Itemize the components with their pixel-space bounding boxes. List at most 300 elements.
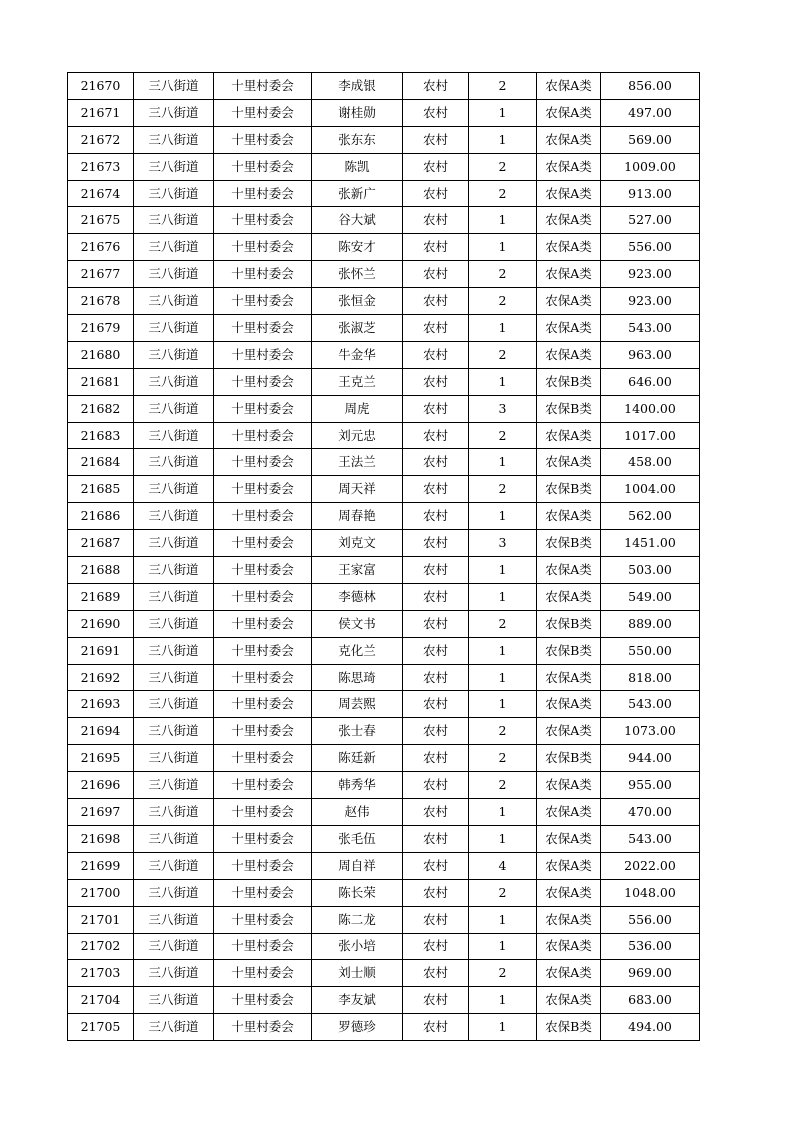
village-committee-cell: 十里村委会 [214, 288, 312, 315]
insurance-category-cell: 农保A类 [537, 960, 601, 987]
record-id-cell: 21700 [68, 879, 134, 906]
subdistrict-cell: 三八街道 [134, 449, 214, 476]
person-name-cell: 刘元忠 [312, 422, 403, 449]
table-row [68, 99, 700, 126]
insurance-category-cell: 农保B类 [537, 745, 601, 772]
subdistrict-cell: 三八街道 [134, 879, 214, 906]
amount-cell: 944.00 [601, 745, 700, 772]
insurance-category-cell: 农保A类 [537, 583, 601, 610]
person-name-cell: 李德林 [312, 583, 403, 610]
insurance-category-cell: 农保A类 [537, 772, 601, 799]
record-id-cell: 21692 [68, 664, 134, 691]
household-count-cell: 1 [469, 207, 537, 234]
person-name-cell: 陈二龙 [312, 906, 403, 933]
area-type-cell: 农村 [403, 879, 469, 906]
subdistrict-cell: 三八街道 [134, 395, 214, 422]
amount-cell: 543.00 [601, 825, 700, 852]
table-row [68, 449, 700, 476]
record-id-cell: 21685 [68, 476, 134, 503]
record-id-cell: 21691 [68, 637, 134, 664]
amount-cell: 556.00 [601, 234, 700, 261]
area-type-cell: 农村 [403, 180, 469, 207]
record-id-cell: 21677 [68, 261, 134, 288]
person-name-cell: 谷大斌 [312, 207, 403, 234]
subdistrict-cell: 三八街道 [134, 1014, 214, 1041]
area-type-cell: 农村 [403, 772, 469, 799]
record-id-cell: 21697 [68, 799, 134, 826]
table-row [68, 476, 700, 503]
village-committee-cell: 十里村委会 [214, 234, 312, 261]
table-row [68, 126, 700, 153]
record-id-cell: 21703 [68, 960, 134, 987]
village-committee-cell: 十里村委会 [214, 180, 312, 207]
person-name-cell: 周天祥 [312, 476, 403, 503]
person-name-cell: 王家富 [312, 557, 403, 584]
subdistrict-cell: 三八街道 [134, 960, 214, 987]
amount-cell: 923.00 [601, 288, 700, 315]
table-row [68, 960, 700, 987]
household-count-cell: 2 [469, 288, 537, 315]
village-committee-cell: 十里村委会 [214, 557, 312, 584]
record-id-cell: 21681 [68, 368, 134, 395]
household-count-cell: 1 [469, 583, 537, 610]
amount-cell: 2022.00 [601, 852, 700, 879]
village-committee-cell: 十里村委会 [214, 1014, 312, 1041]
household-count-cell: 2 [469, 422, 537, 449]
record-id-cell: 21690 [68, 610, 134, 637]
record-id-cell: 21689 [68, 583, 134, 610]
household-count-cell: 2 [469, 772, 537, 799]
person-name-cell: 陈安才 [312, 234, 403, 261]
household-count-cell: 1 [469, 126, 537, 153]
household-count-cell: 2 [469, 153, 537, 180]
record-id-cell: 21695 [68, 745, 134, 772]
subdistrict-cell: 三八街道 [134, 745, 214, 772]
area-type-cell: 农村 [403, 825, 469, 852]
area-type-cell: 农村 [403, 449, 469, 476]
subdistrict-cell: 三八街道 [134, 261, 214, 288]
person-name-cell: 张淑芝 [312, 315, 403, 342]
record-id-cell: 21672 [68, 126, 134, 153]
area-type-cell: 农村 [403, 530, 469, 557]
table-row [68, 1014, 700, 1041]
table-row [68, 207, 700, 234]
insurance-category-cell: 农保A类 [537, 449, 601, 476]
person-name-cell: 刘克文 [312, 530, 403, 557]
subdistrict-cell: 三八街道 [134, 180, 214, 207]
village-committee-cell: 十里村委会 [214, 261, 312, 288]
person-name-cell: 牛金华 [312, 341, 403, 368]
area-type-cell: 农村 [403, 691, 469, 718]
subdistrict-cell: 三八街道 [134, 987, 214, 1014]
area-type-cell: 农村 [403, 368, 469, 395]
village-committee-cell: 十里村委会 [214, 852, 312, 879]
subdistrict-cell: 三八街道 [134, 530, 214, 557]
table-row [68, 879, 700, 906]
area-type-cell: 农村 [403, 745, 469, 772]
record-id-cell: 21673 [68, 153, 134, 180]
amount-cell: 646.00 [601, 368, 700, 395]
area-type-cell: 农村 [403, 476, 469, 503]
data-table [67, 72, 700, 1041]
table-row [68, 153, 700, 180]
record-id-cell: 21671 [68, 99, 134, 126]
record-id-cell: 21704 [68, 987, 134, 1014]
table-row [68, 772, 700, 799]
subdistrict-cell: 三八街道 [134, 288, 214, 315]
record-id-cell: 21688 [68, 557, 134, 584]
amount-cell: 527.00 [601, 207, 700, 234]
village-committee-cell: 十里村委会 [214, 772, 312, 799]
amount-cell: 543.00 [601, 691, 700, 718]
household-count-cell: 2 [469, 879, 537, 906]
table-row [68, 852, 700, 879]
subdistrict-cell: 三八街道 [134, 422, 214, 449]
record-id-cell: 21694 [68, 718, 134, 745]
amount-cell: 1400.00 [601, 395, 700, 422]
subdistrict-cell: 三八街道 [134, 718, 214, 745]
area-type-cell: 农村 [403, 126, 469, 153]
subdistrict-cell: 三八街道 [134, 906, 214, 933]
subdistrict-cell: 三八街道 [134, 610, 214, 637]
insurance-category-cell: 农保A类 [537, 718, 601, 745]
table-row [68, 530, 700, 557]
amount-cell: 569.00 [601, 126, 700, 153]
insurance-category-cell: 农保B类 [537, 368, 601, 395]
subdistrict-cell: 三八街道 [134, 772, 214, 799]
insurance-category-cell: 农保A类 [537, 664, 601, 691]
person-name-cell: 谢桂勋 [312, 99, 403, 126]
record-id-cell: 21674 [68, 180, 134, 207]
village-committee-cell: 十里村委会 [214, 395, 312, 422]
record-id-cell: 21698 [68, 825, 134, 852]
person-name-cell: 李友斌 [312, 987, 403, 1014]
insurance-category-cell: 农保A类 [537, 180, 601, 207]
person-name-cell: 侯文书 [312, 610, 403, 637]
household-count-cell: 1 [469, 503, 537, 530]
insurance-category-cell: 农保A类 [537, 503, 601, 530]
insurance-category-cell: 农保A类 [537, 422, 601, 449]
record-id-cell: 21693 [68, 691, 134, 718]
person-name-cell: 张小培 [312, 933, 403, 960]
person-name-cell: 周虎 [312, 395, 403, 422]
subdistrict-cell: 三八街道 [134, 368, 214, 395]
subdistrict-cell: 三八街道 [134, 234, 214, 261]
area-type-cell: 农村 [403, 503, 469, 530]
area-type-cell: 农村 [403, 906, 469, 933]
person-name-cell: 刘士顺 [312, 960, 403, 987]
insurance-category-cell: 农保A类 [537, 933, 601, 960]
village-committee-cell: 十里村委会 [214, 207, 312, 234]
table-row [68, 503, 700, 530]
subdistrict-cell: 三八街道 [134, 852, 214, 879]
insurance-category-cell: 农保A类 [537, 799, 601, 826]
subdistrict-cell: 三八街道 [134, 825, 214, 852]
person-name-cell: 张毛伍 [312, 825, 403, 852]
person-name-cell: 张东东 [312, 126, 403, 153]
village-committee-cell: 十里村委会 [214, 476, 312, 503]
table-row [68, 825, 700, 852]
village-committee-cell: 十里村委会 [214, 987, 312, 1014]
amount-cell: 856.00 [601, 73, 700, 100]
insurance-category-cell: 农保A类 [537, 153, 601, 180]
area-type-cell: 农村 [403, 99, 469, 126]
person-name-cell: 韩秀华 [312, 772, 403, 799]
household-count-cell: 1 [469, 637, 537, 664]
amount-cell: 1017.00 [601, 422, 700, 449]
insurance-category-cell: 农保A类 [537, 288, 601, 315]
village-committee-cell: 十里村委会 [214, 610, 312, 637]
village-committee-cell: 十里村委会 [214, 99, 312, 126]
amount-cell: 543.00 [601, 315, 700, 342]
area-type-cell: 农村 [403, 583, 469, 610]
table-row [68, 261, 700, 288]
household-count-cell: 1 [469, 99, 537, 126]
household-count-cell: 2 [469, 73, 537, 100]
subdistrict-cell: 三八街道 [134, 99, 214, 126]
insurance-category-cell: 农保B类 [537, 637, 601, 664]
table-row [68, 422, 700, 449]
table-row [68, 583, 700, 610]
area-type-cell: 农村 [403, 395, 469, 422]
person-name-cell: 张恒金 [312, 288, 403, 315]
subdistrict-cell: 三八街道 [134, 637, 214, 664]
person-name-cell: 张新广 [312, 180, 403, 207]
amount-cell: 1073.00 [601, 718, 700, 745]
person-name-cell: 陈思琦 [312, 664, 403, 691]
amount-cell: 913.00 [601, 180, 700, 207]
amount-cell: 503.00 [601, 557, 700, 584]
insurance-category-cell: 农保A类 [537, 234, 601, 261]
record-id-cell: 21676 [68, 234, 134, 261]
household-count-cell: 1 [469, 664, 537, 691]
amount-cell: 1451.00 [601, 530, 700, 557]
household-count-cell: 2 [469, 341, 537, 368]
record-id-cell: 21705 [68, 1014, 134, 1041]
record-id-cell: 21702 [68, 933, 134, 960]
table-row [68, 73, 700, 100]
table-row [68, 180, 700, 207]
table-row [68, 637, 700, 664]
area-type-cell: 农村 [403, 315, 469, 342]
insurance-category-cell: 农保A类 [537, 126, 601, 153]
household-count-cell: 2 [469, 960, 537, 987]
village-committee-cell: 十里村委会 [214, 341, 312, 368]
record-id-cell: 21687 [68, 530, 134, 557]
subdistrict-cell: 三八街道 [134, 476, 214, 503]
amount-cell: 1048.00 [601, 879, 700, 906]
household-count-cell: 1 [469, 933, 537, 960]
village-committee-cell: 十里村委会 [214, 368, 312, 395]
village-committee-cell: 十里村委会 [214, 799, 312, 826]
insurance-category-cell: 农保A类 [537, 852, 601, 879]
household-count-cell: 1 [469, 315, 537, 342]
insurance-category-cell: 农保A类 [537, 207, 601, 234]
subdistrict-cell: 三八街道 [134, 341, 214, 368]
record-id-cell: 21683 [68, 422, 134, 449]
area-type-cell: 农村 [403, 288, 469, 315]
area-type-cell: 农村 [403, 718, 469, 745]
record-id-cell: 21680 [68, 341, 134, 368]
area-type-cell: 农村 [403, 341, 469, 368]
amount-cell: 494.00 [601, 1014, 700, 1041]
record-id-cell: 21670 [68, 73, 134, 100]
table-row [68, 745, 700, 772]
village-committee-cell: 十里村委会 [214, 691, 312, 718]
person-name-cell: 王法兰 [312, 449, 403, 476]
insurance-category-cell: 农保A类 [537, 315, 601, 342]
household-count-cell: 1 [469, 234, 537, 261]
amount-cell: 458.00 [601, 449, 700, 476]
amount-cell: 497.00 [601, 99, 700, 126]
insurance-category-cell: 农保A类 [537, 691, 601, 718]
village-committee-cell: 十里村委会 [214, 73, 312, 100]
amount-cell: 470.00 [601, 799, 700, 826]
table-row [68, 933, 700, 960]
household-count-cell: 4 [469, 852, 537, 879]
amount-cell: 818.00 [601, 664, 700, 691]
area-type-cell: 农村 [403, 207, 469, 234]
table-row [68, 799, 700, 826]
amount-cell: 1009.00 [601, 153, 700, 180]
household-count-cell: 1 [469, 449, 537, 476]
insurance-category-cell: 农保A类 [537, 99, 601, 126]
household-count-cell: 2 [469, 476, 537, 503]
area-type-cell: 农村 [403, 153, 469, 180]
subdistrict-cell: 三八街道 [134, 933, 214, 960]
amount-cell: 549.00 [601, 583, 700, 610]
record-id-cell: 21678 [68, 288, 134, 315]
insurance-category-cell: 农保A类 [537, 261, 601, 288]
insurance-category-cell: 农保B类 [537, 476, 601, 503]
person-name-cell: 王克兰 [312, 368, 403, 395]
amount-cell: 1004.00 [601, 476, 700, 503]
table-body [68, 73, 700, 1041]
area-type-cell: 农村 [403, 987, 469, 1014]
subdistrict-cell: 三八街道 [134, 503, 214, 530]
household-count-cell: 2 [469, 261, 537, 288]
village-committee-cell: 十里村委会 [214, 422, 312, 449]
subdistrict-cell: 三八街道 [134, 664, 214, 691]
household-count-cell: 3 [469, 395, 537, 422]
subdistrict-cell: 三八街道 [134, 73, 214, 100]
household-count-cell: 3 [469, 530, 537, 557]
table-row [68, 987, 700, 1014]
area-type-cell: 农村 [403, 933, 469, 960]
person-name-cell: 陈凯 [312, 153, 403, 180]
village-committee-cell: 十里村委会 [214, 583, 312, 610]
table-row [68, 341, 700, 368]
household-count-cell: 2 [469, 745, 537, 772]
person-name-cell: 陈长荣 [312, 879, 403, 906]
record-id-cell: 21701 [68, 906, 134, 933]
household-count-cell: 1 [469, 906, 537, 933]
amount-cell: 969.00 [601, 960, 700, 987]
area-type-cell: 农村 [403, 852, 469, 879]
household-count-cell: 1 [469, 368, 537, 395]
village-committee-cell: 十里村委会 [214, 825, 312, 852]
record-id-cell: 21696 [68, 772, 134, 799]
area-type-cell: 农村 [403, 557, 469, 584]
insurance-category-cell: 农保B类 [537, 395, 601, 422]
subdistrict-cell: 三八街道 [134, 691, 214, 718]
table-row [68, 610, 700, 637]
village-committee-cell: 十里村委会 [214, 718, 312, 745]
village-committee-cell: 十里村委会 [214, 153, 312, 180]
table-row [68, 691, 700, 718]
person-name-cell: 张怀兰 [312, 261, 403, 288]
household-count-cell: 1 [469, 799, 537, 826]
village-committee-cell: 十里村委会 [214, 126, 312, 153]
person-name-cell: 李成银 [312, 73, 403, 100]
amount-cell: 536.00 [601, 933, 700, 960]
village-committee-cell: 十里村委会 [214, 745, 312, 772]
village-committee-cell: 十里村委会 [214, 960, 312, 987]
household-count-cell: 1 [469, 825, 537, 852]
record-id-cell: 21699 [68, 852, 134, 879]
person-name-cell: 陈廷新 [312, 745, 403, 772]
village-committee-cell: 十里村委会 [214, 503, 312, 530]
person-name-cell: 罗德珍 [312, 1014, 403, 1041]
area-type-cell: 农村 [403, 422, 469, 449]
table-row [68, 718, 700, 745]
subdistrict-cell: 三八街道 [134, 557, 214, 584]
amount-cell: 562.00 [601, 503, 700, 530]
village-committee-cell: 十里村委会 [214, 879, 312, 906]
household-count-cell: 2 [469, 718, 537, 745]
amount-cell: 889.00 [601, 610, 700, 637]
person-name-cell: 克化兰 [312, 637, 403, 664]
insurance-category-cell: 农保A类 [537, 73, 601, 100]
household-count-cell: 1 [469, 557, 537, 584]
household-count-cell: 2 [469, 610, 537, 637]
subdistrict-cell: 三八街道 [134, 583, 214, 610]
amount-cell: 963.00 [601, 341, 700, 368]
village-committee-cell: 十里村委会 [214, 933, 312, 960]
table-row [68, 315, 700, 342]
record-id-cell: 21684 [68, 449, 134, 476]
person-name-cell: 张士春 [312, 718, 403, 745]
household-count-cell: 2 [469, 180, 537, 207]
amount-cell: 550.00 [601, 637, 700, 664]
insurance-category-cell: 农保A类 [537, 825, 601, 852]
table-row [68, 664, 700, 691]
village-committee-cell: 十里村委会 [214, 906, 312, 933]
amount-cell: 683.00 [601, 987, 700, 1014]
area-type-cell: 农村 [403, 960, 469, 987]
household-count-cell: 1 [469, 987, 537, 1014]
insurance-category-cell: 农保B类 [537, 610, 601, 637]
subdistrict-cell: 三八街道 [134, 799, 214, 826]
person-name-cell: 周芸熙 [312, 691, 403, 718]
insurance-category-cell: 农保A类 [537, 987, 601, 1014]
record-id-cell: 21675 [68, 207, 134, 234]
insurance-category-cell: 农保B类 [537, 530, 601, 557]
person-name-cell: 赵伟 [312, 799, 403, 826]
insurance-category-cell: 农保B类 [537, 1014, 601, 1041]
household-count-cell: 1 [469, 691, 537, 718]
area-type-cell: 农村 [403, 664, 469, 691]
person-name-cell: 周春艳 [312, 503, 403, 530]
area-type-cell: 农村 [403, 73, 469, 100]
subdistrict-cell: 三八街道 [134, 126, 214, 153]
subdistrict-cell: 三八街道 [134, 207, 214, 234]
record-id-cell: 21682 [68, 395, 134, 422]
subdistrict-cell: 三八街道 [134, 153, 214, 180]
table-row [68, 368, 700, 395]
area-type-cell: 农村 [403, 637, 469, 664]
table-row [68, 395, 700, 422]
